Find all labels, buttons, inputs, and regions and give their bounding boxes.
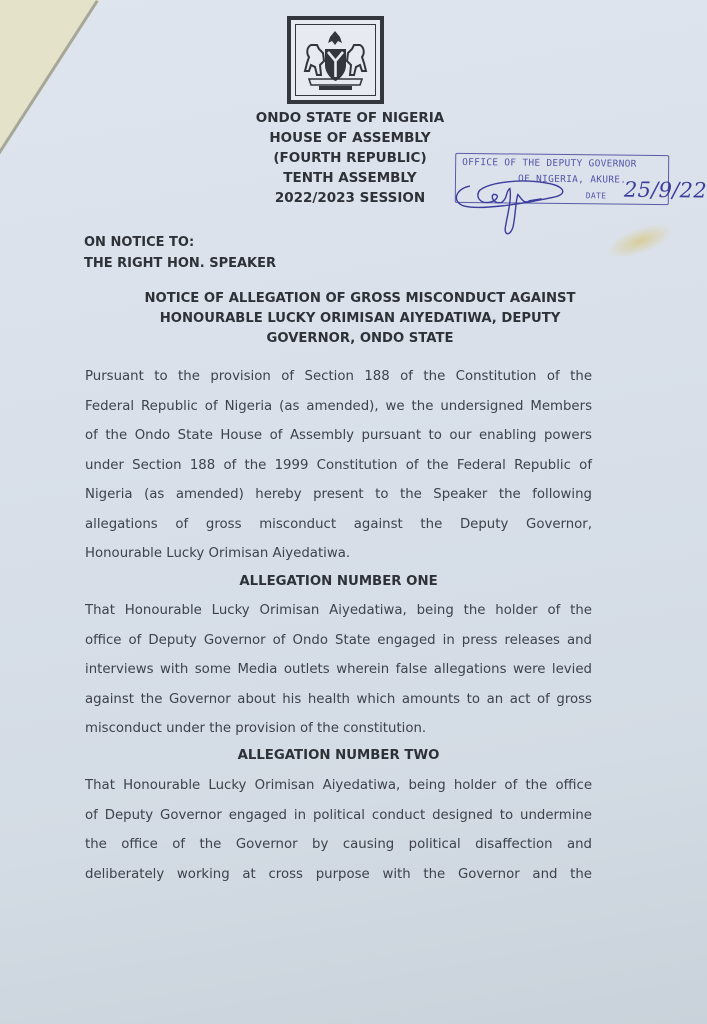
paragraph-line: the office of the Governor by causing political disaffection and <box>85 837 592 852</box>
title-line: NOTICE OF ALLEGATION OF GROSS MISCONDUCT AGAINST <box>144 291 576 306</box>
paragraph-line: office of Deputy Governor of Ondo State engaged in press releases and <box>85 632 592 648</box>
allegation-one-heading: ALLEGATION NUMBER ONE <box>239 574 438 589</box>
coat-of-arms-icon <box>297 25 374 95</box>
paragraph-line: That Honourable Lucky Orimisan Aiyedatiwa, being holder of the office <box>85 778 592 793</box>
allegation-one-paragraph <box>85 596 592 744</box>
allegation-two-paragraph <box>85 771 592 889</box>
stamp-handwritten-date: 25/9/22 <box>623 177 707 203</box>
stamp-date-label: DATE <box>585 191 607 201</box>
notice-recipient <box>84 232 276 274</box>
paragraph-line: Federal Republic of Nigeria (as amended), we the undersigned Members <box>85 398 592 414</box>
notice-title <box>60 289 660 349</box>
title-line: HONOURABLE LUCKY ORIMISAN AIYEDATIWA, DEPUTY <box>159 311 561 326</box>
underlying-paper-corner <box>0 0 100 155</box>
notice-to-label: ON NOTICE TO: <box>84 235 195 250</box>
paragraph-line: interviews with some Media outlets wherein false allegations were levied <box>85 662 592 677</box>
heading-line-republic: (FOURTH REPUBLIC) <box>273 150 427 166</box>
stamp-office-line: OFFICE OF THE DEPUTY GOVERNOR <box>462 156 637 170</box>
paper-stain <box>603 217 678 265</box>
heading-line-session: 2022/2023 SESSION <box>274 190 426 206</box>
paragraph-line: of Deputy Governor engaged in political conduct designed to undermine <box>85 807 592 823</box>
stamp-location-line: OF NIGERIA, AKURE. <box>517 173 627 186</box>
paragraph-line: Honourable Lucky Orimisan Aiyedatiwa. <box>85 546 351 561</box>
coat-of-arms-emblem <box>287 16 384 104</box>
paragraph-line: of the Ondo State House of Assembly pursuant to our enabling powers <box>85 428 592 443</box>
paragraph-line: deliberately working at cross purpose with the Governor and the <box>85 866 592 882</box>
paragraph-line: Pursuant to the provision of Section 188 of the Constitution of the <box>85 369 592 384</box>
heading-line-assembly: TENTH ASSEMBLY <box>283 170 417 186</box>
handwritten-signature-icon <box>449 164 590 245</box>
heading-line-state: ONDO STATE OF NIGERIA <box>255 110 445 126</box>
paragraph-line: misconduct under the provision of the constitution. <box>85 721 427 736</box>
received-stamp <box>455 153 707 205</box>
title-line: GOVERNOR, ONDO STATE <box>266 331 454 346</box>
notice-to-speaker: THE RIGHT HON. SPEAKER <box>84 256 277 271</box>
paragraph-line: against the Governor about his health which amounts to an act of gross <box>85 691 592 707</box>
intro-paragraph <box>85 362 592 569</box>
paragraph-line: Nigeria (as amended) hereby present to the Speaker the following <box>85 487 592 502</box>
allegation-two-heading: ALLEGATION NUMBER TWO <box>237 748 440 763</box>
paragraph-line: allegations of gross misconduct against the Deputy Governor, <box>85 516 592 532</box>
paragraph-line: That Honourable Lucky Orimisan Aiyedatiwa, being the holder of the <box>85 603 592 618</box>
heading-line-house: HOUSE OF ASSEMBLY <box>269 130 431 146</box>
paragraph-line: under Section 188 of the 1999 Constitution of the Federal Republic of <box>85 457 592 473</box>
